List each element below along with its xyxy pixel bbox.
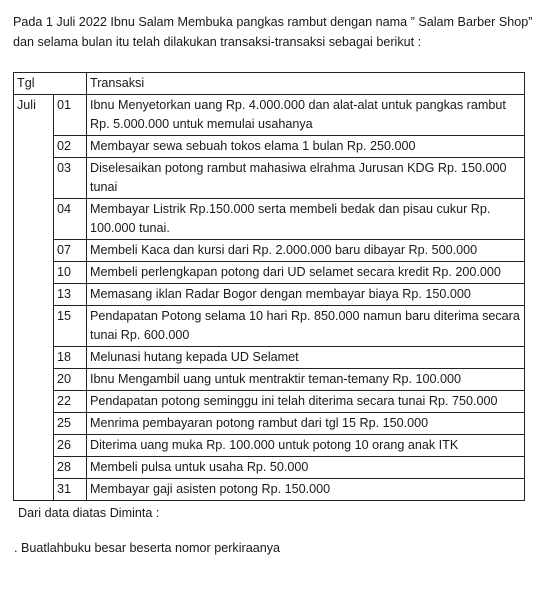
transaction-cell: Membeli perlengkapan potong dari UD selamet secara kredit Rp. 200.000 (87, 262, 525, 284)
day-cell: 28 (54, 457, 87, 479)
day-cell: 10 (54, 262, 87, 284)
table-row (14, 95, 525, 136)
table-row (14, 369, 525, 391)
day-cell: 31 (54, 479, 87, 501)
table-row (14, 240, 525, 262)
transaction-cell: Pendapatan potong seminggu ini telah diterima secara tunai Rp. 750.000 (87, 391, 525, 413)
transaction-cell: Ibnu Menyetorkan uang Rp. 4.000.000 dan alat-alat untuk pangkas rambut Rp. 5.000.000 untuk memulai usahanya (87, 95, 525, 136)
table-row (14, 435, 525, 457)
day-cell: 18 (54, 347, 87, 369)
table-row (14, 158, 525, 199)
transaction-cell: Membeli Kaca dan kursi dari Rp. 2.000.000 baru dibayar Rp. 500.000 (87, 240, 525, 262)
day-cell: 22 (54, 391, 87, 413)
transaction-cell: Pendapatan Potong selama 10 hari Rp. 850.000 namun baru diterima secara tunai Rp. 600.000 (87, 306, 525, 347)
transaction-cell: Melunasi hutang kepada UD Selamet (87, 347, 525, 369)
table-row (14, 284, 525, 306)
intro-paragraph: Pada 1 Juli 2022 Ibnu Salam Membuka pangkas rambut dengan nama ” Salam Barber Shop” dan selama bulan itu telah dilakukan transaksi-transaksi sebagai berikut : (13, 15, 533, 49)
transaction-cell: Ibnu Mengambil uang untuk mentraktir teman-temany Rp. 100.000 (87, 369, 525, 391)
table-row (14, 136, 525, 158)
month-cell: Juli (14, 95, 54, 501)
day-cell: 26 (54, 435, 87, 457)
table-row (14, 306, 525, 347)
day-cell: 02 (54, 136, 87, 158)
table-row (14, 199, 525, 240)
transaction-cell: Membayar gaji asisten potong Rp. 150.000 (87, 479, 525, 501)
day-cell: 13 (54, 284, 87, 306)
day-cell: 25 (54, 413, 87, 435)
day-cell: 01 (54, 95, 87, 136)
transaction-cell: Diterima uang muka Rp. 100.000 untuk potong 10 orang anak ITK (87, 435, 525, 457)
transaction-cell: Menrima pembayaran potong rambut dari tgl 15 Rp. 150.000 (87, 413, 525, 435)
table-row (14, 413, 525, 435)
transaction-cell: Membayar Listrik Rp.150.000 serta membeli bedak dan pisau cukur Rp. 100.000 tunai. (87, 199, 525, 240)
day-cell: 04 (54, 199, 87, 240)
transaction-cell: Membeli pulsa untuk usaha Rp. 50.000 (87, 457, 525, 479)
table-row (14, 262, 525, 284)
day-cell: 07 (54, 240, 87, 262)
table-row (14, 457, 525, 479)
table-row (14, 391, 525, 413)
table-row (14, 479, 525, 501)
table-header-row (14, 73, 525, 95)
transaction-cell: Membayar sewa sebuah tokos elama 1 bulan Rp. 250.000 (87, 136, 525, 158)
day-cell: 03 (54, 158, 87, 199)
transaction-table (13, 72, 525, 501)
table-row (14, 347, 525, 369)
day-cell: 15 (54, 306, 87, 347)
header-transaksi: Transaksi (87, 73, 525, 95)
instruction-heading: Dari data diatas Diminta : (18, 506, 160, 520)
instruction-item: . Buatlahbuku besar beserta nomor perkiraanya (14, 541, 281, 555)
header-tgl: Tgl (14, 73, 87, 95)
transaction-cell: Memasang iklan Radar Bogor dengan membayar biaya Rp. 150.000 (87, 284, 525, 306)
day-cell: 20 (54, 369, 87, 391)
transaction-cell: Diselesaikan potong rambut mahasiwa elrahma Jurusan KDG Rp. 150.000 tunai (87, 158, 525, 199)
